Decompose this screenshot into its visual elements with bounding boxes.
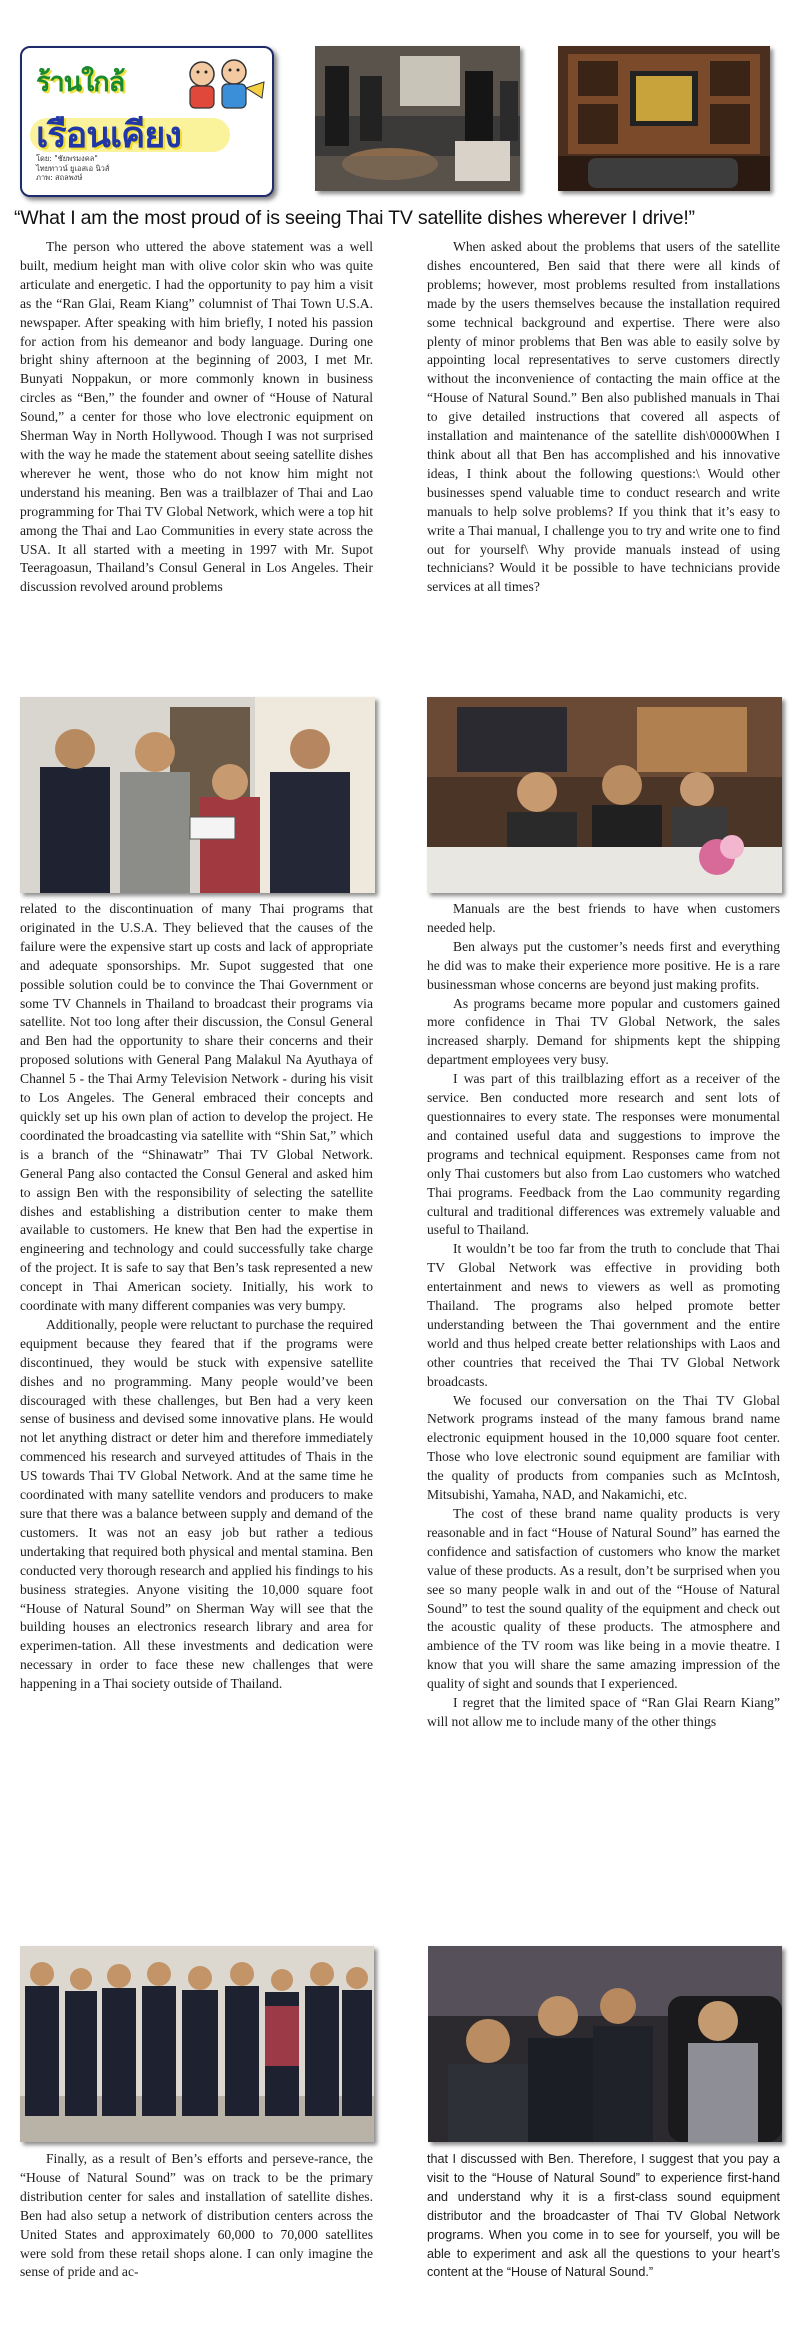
photo-showroom-speakers [315, 46, 520, 191]
photo-consul-presentation [20, 697, 375, 893]
paragraph: Ben always put the customer’s needs first and everything he did was to make their experience more positive. He is a rare businessman whose concerns are beyond just making profits. [427, 938, 780, 992]
photo-group-portrait [20, 1946, 374, 2142]
paragraph: As programs became more popular and customers gained more confidence in Thai TV Global Network, the sales increased sharply. Demand for shipments kept the shipping department employees very busy. [427, 995, 780, 1068]
paragraph: related to the discontinuation of many Thai programs that originated in the U.S.A. They believed that the causes of the failure were the expensive start up costs and lack of appropriate and adequate sponsorships. Mr. Supot suggested that one possible solution could be to convince the Thai Government or some TV Channels in Thailand to broadcast their programs via satellite. Not too long after their discussion, the Consul General and Ben had the opportunity to share their concerns and their proposed solutions with General Pang Malakul Na Ayuthaya of Channel 5 - the Thai Army Television Network - during his visit to Los Angeles. The General embraced their concepts and quickly set up his own plan of action to develop the project. He coordinated the broadcasting via satellite with “Shin Sat,” which is a branch of the “Shinawatr” Thai TV Global Network. General Pang also contacted the Consul General and asked him to assign Ben with the responsibility of selecting the satellite dishes and establishing a distribution center to make them available to customers. He knew that Ben had the expertise in engineering and technology and could successfully take charge of the project. It is safe to say that Ben’s task represented a new concept in Thai American society. Initially, his work to coordinate with many different companies was very bumpy. [20, 901, 373, 1314]
photo-tv-room [558, 46, 770, 191]
credit-line: โดย: "ชัยพรมงคล" [36, 154, 98, 163]
photo-interview-sofa [428, 1946, 782, 2142]
body-column-left [20, 900, 373, 1694]
paragraph: Finally, as a result of Ben’s efforts and perseve-rance, the “House of Natural Sound” was on track to be the primary distribution center for sales and installation of satellite dishes. Ben had also setup a network of distribution centers across the United States and approximately 60,000 to 70,000 satellites were sold from these retail shops alone. I can only imagine the sense of pride and ac- [20, 2151, 373, 2280]
photo-meeting-table [427, 697, 782, 893]
cartoon-shoppers-icon [172, 52, 268, 114]
credit-line: ไทยทาวน์ ยูเอสเอ นิวส์ [36, 163, 110, 173]
paragraph: The person who uttered the above statement was a well built, medium height man with olive color skin who was quite articulate and energetic. I had the opportunity to pay him a visit as the “Ran Glai, Ream Kiang” columnist of Thai Town U.S.A. newspaper. After speaking with him briefly, I noted his passion for action from his demeanor and body language. During one bright shiny afternoon at the beginning of 2003, I met Mr. Bunyati Noppakun, or more commonly known in business circles as “Ben,” the founder and owner of “House of Natural Sound,” a center for those who love electronic equipment on Sherman Way in North Hollywood. Though I was not surprised with the way he made the statement about seeing satellite dishes wherever he went, those who do not know him might not understand his meaning. Ben was a trailblazer of Thai and Lao programming for Thai TV Global Network, which were a top hit among the Thai and Lao Communities in every state across the USA. It all started with a meeting in 1997 with Mr. Supot Teeragoasun, Thailand’s Consul General in Los Angeles. Their discussion revolved around problems [20, 239, 373, 595]
credit-line: ภาพ: สถลพงษ์ [36, 173, 83, 182]
logo-title-line2: เรือนเคียง [36, 115, 181, 156]
logo-title-line1: ร้านใกล้ [36, 67, 125, 98]
headline: “What I am the most proud of is seeing Thai TV satellite dishes wherever I drive!” [14, 207, 695, 229]
closing-column-right [427, 2150, 780, 2282]
paragraph: that I discussed with Ben. Therefore, I suggest that you pay a visit to the “House of Natural Sound” to experience first-hand and understand why it is a first-class sound equipment distributor and the broadcaster of Thai TV Global Network programs. When you come in to see for yourself, you will be able to experiment and ask all the questions to your heart’s content at the “House of Natural Sound.” [427, 2152, 780, 2280]
paragraph: We focused our conversation on the Thai TV Global Network programs instead of the many famous brand name electronic equipment housed in the 10,000 square foot center. Those who love electronic sound equipment are familiar with the quality of products from companies such as McIntosh, Mitsubishi, Yamaha, NAD, and Nakamichi, etc. [427, 1392, 780, 1503]
paragraph: When asked about the problems that users of the satellite dishes encountered, Ben said that there were all kinds of problems; however, most problems resulted from installations made by the users themselves because the installation required some technical background and expertise. There were also plenty of minor problems that Ben was able to easily solve by appointing local representatives to serve customers directly without the inconvenience of contacting the main office at the “House of Natural Sound.” Ben also published manuals in Thai to give detailed instructions that covered all aspects of installation and maintenance of the satellite dish\0000When I think about all that Ben has accomplished and his innovative ideas, I think about the following questions:\ Would other businesses spend valuable time to conduct research and write manuals to help solve problems? If you think that it’s easy to write a Thai manual, I challenge you to try and write one to find out for yourself\ Why provide manuals instead of using technicians? Would it be possible to have technicians provide services at all times? [427, 239, 780, 595]
intro-column-right [427, 238, 780, 597]
paragraph: It wouldn’t be too far from the truth to conclude that Thai TV Global Network was effective in providing both entertainment and news to viewers as well as promoting Thailand. The programs also helped promote better understanding between the Thai government and the entire world and thus helped create better relationships with Laos and other countries that received the Thai TV Global Network broadcasts. [427, 1241, 780, 1389]
paragraph: Additionally, people were reluctant to purchase the required equipment because they feared that if the programs were discontinued, they would be stuck with expensive satellite dishes and no programming. Many people would’ve been discouraged with these challenges, but Ben had a very keen sense of business and devised some innovative plans. He would not let anything distract or deter him and therefore immediately commenced his research and surveyed attitudes of Thais in the US towards Thai TV Global Network. And at the same time he coordinated with many satellite vendors and producers to make sure that there was a balance between supply and demand of the customers. It was not an easy job but rather a tedious undertaking that required both physical and mental stamina. Ben conducted very thorough research and applied his findings to his business strategies. Anyone visiting the 10,000 square foot “House of Natural Sound” on Sherman Way will see that the building houses an electronics research library and area for experimen-tation. All these investments and dedication were necessary in order to face these new challenges that were happening in a Thai society outside of Thailand. [20, 1316, 373, 1692]
paragraph: I regret that the limited space of “Ran Glai Rearn Kiang” will not allow me to include many of the other things [427, 1695, 780, 1729]
intro-column-left [20, 238, 373, 597]
paragraph: I was part of this trailblazing effort as a receiver of the service. Ben conducted more research and sent lots of questionnaires to every state. The responses were monumental and contained useful data and suggestions to improve the programs and technical equipment. Responses came from not only Thai customers but also from Lao customers who watched Thai programs. Feedback from the Lao community regarding cultural and traditional differences was extremely valuable and useful to Thailand. [427, 1071, 780, 1238]
body-column-right [427, 900, 780, 1732]
logo-credits [36, 154, 109, 183]
closing-column-left [20, 2150, 373, 2282]
column-logo [20, 46, 274, 197]
paragraph: The cost of these brand name quality products is very reasonable and in fact “House of Natural Sound” has earned the confidence and satisfaction of customers who know the market value of these products. As a result, don’t be surprised when you see so many people walk in and out of the “House of Natural Sound” to test the sound quality of the equipment and check out the acoustic quality of these products. The atmosphere and ambience of the TV room was like being in a movie theatre. I know that you will share the same amazing impression of the quality of sight and sounds that I experienced. [427, 1506, 780, 1692]
paragraph: Manuals are the best friends to have when customers needed help. [427, 901, 780, 935]
